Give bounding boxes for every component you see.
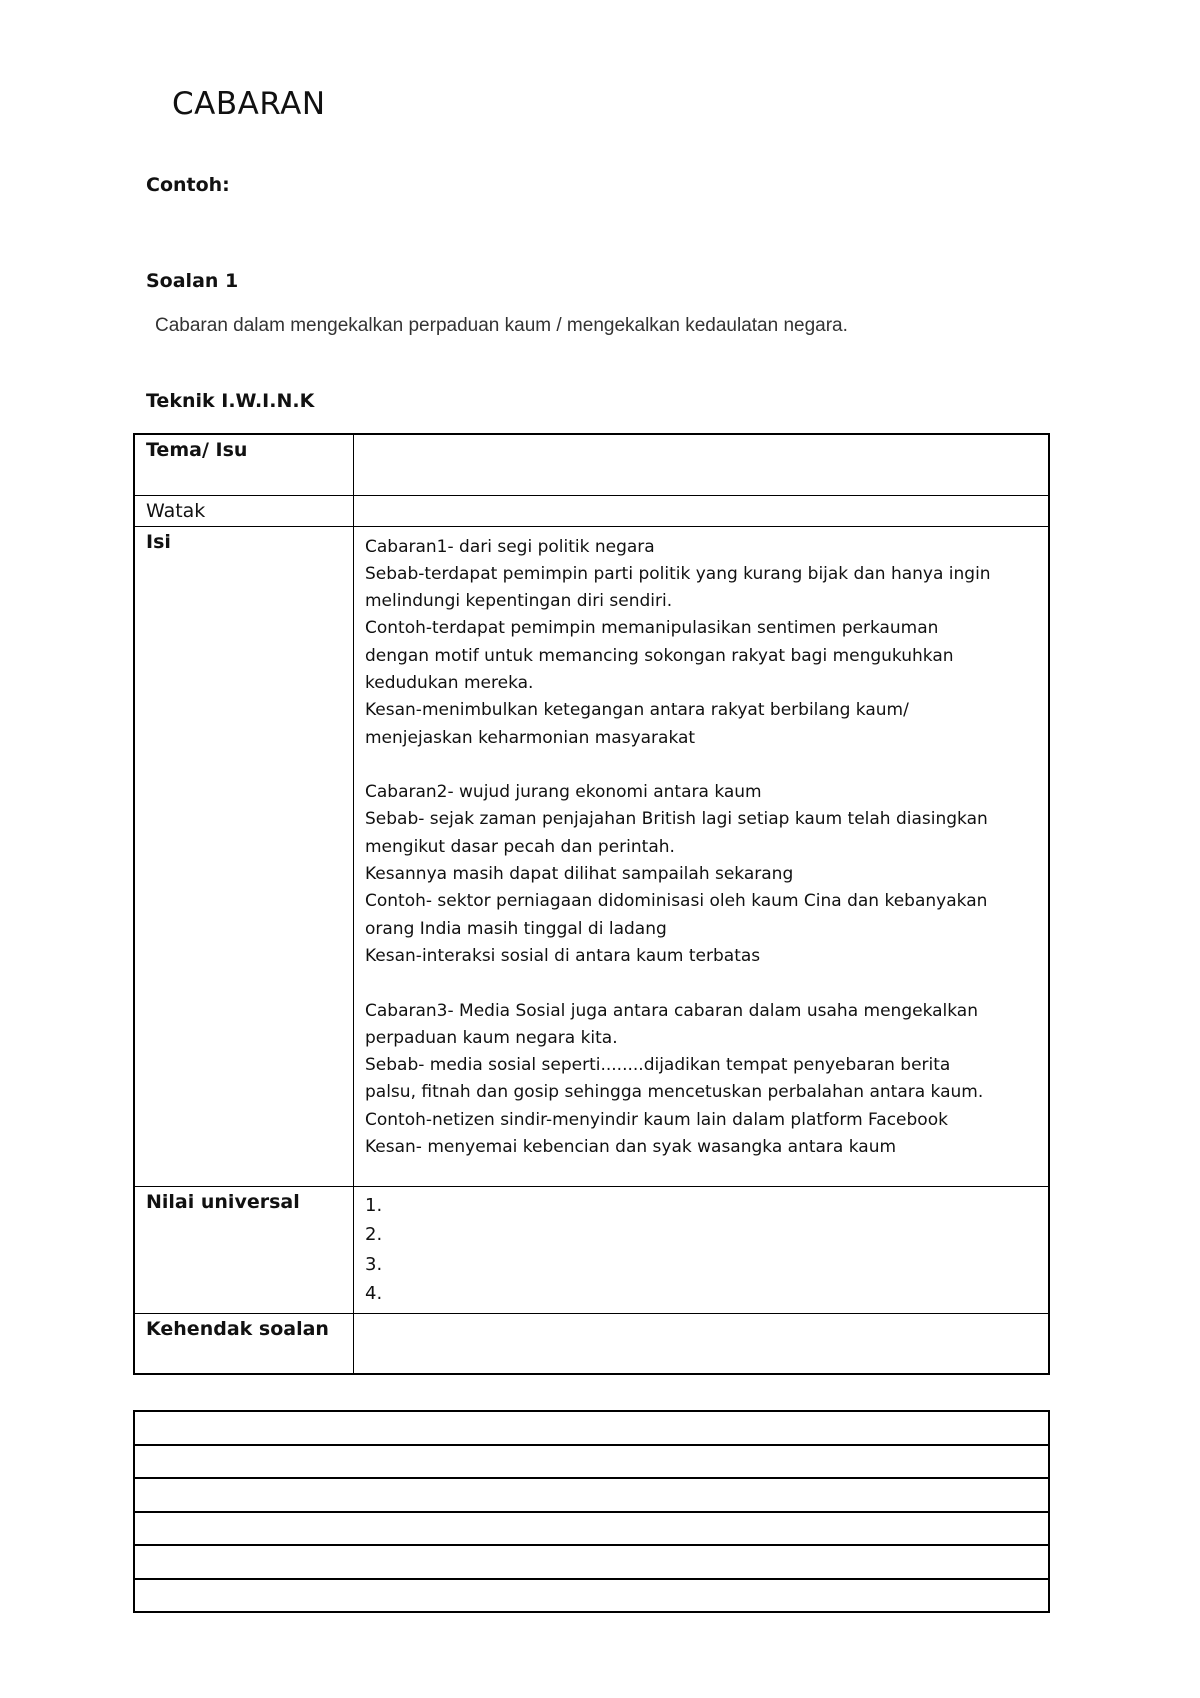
isi-line: Kesannya masih dapat dilihat sampailah sekarang [365,864,794,885]
question-text: Cabaran dalam mengekalkan perpaduan kaum / mengekalkan kedaulatan negara. [155,315,848,336]
teknik-label: Teknik I.W.I.N.K [146,390,315,412]
isi-line: perpaduan kaum negara kita. [365,1027,618,1048]
blank-row [134,1512,1049,1546]
tema-value-cell [354,434,1050,495]
isi-line: melindungi kepentingan diri sendiri. [365,591,673,612]
page-title: CABARAN [172,86,326,122]
row-kehendak [134,1313,1049,1374]
isi-spacer [365,970,1038,997]
nilai-label: Nilai universal [134,1186,354,1313]
soalan-label: Soalan 1 [146,270,239,292]
kehendak-label: Kehendak soalan [134,1313,354,1374]
blank-cell [134,1411,1049,1445]
blank-cell [134,1579,1049,1613]
isi-line: Contoh- sektor perniagaan didominisasi oleh kaum Cina dan kebanyakan [365,891,988,912]
isi-line: mengikut dasar pecah dan perintah. [365,836,675,857]
isi-line: Contoh-terdapat pemimpin memanipulasikan sentimen perkauman [365,618,939,639]
isi-line: Cabaran1- dari segi politik negara [365,536,655,557]
watak-value-cell [354,495,1050,526]
isi-label: Isi [134,526,354,1186]
iwink-table [133,433,1050,1375]
kehendak-value-cell [354,1313,1050,1374]
blank-cell [134,1478,1049,1512]
watak-label: Watak [134,495,354,526]
isi-line: orang India masih tinggal di ladang [365,918,667,939]
blank-row [134,1445,1049,1479]
isi-line: Sebab-terdapat pemimpin parti politik yang kurang bijak dan hanya ingin [365,563,991,584]
row-isi [134,526,1049,1186]
isi-line: kedudukan mereka. [365,672,534,693]
nilai-item: 2. [365,1224,383,1245]
blank-row [134,1545,1049,1579]
blank-cell [134,1445,1049,1479]
isi-line: Contoh-netizen sindir-menyindir kaum lain dalam platform Facebook [365,1109,948,1130]
isi-spacer [365,752,1038,779]
blank-row [134,1478,1049,1512]
isi-line: Sebab- sejak zaman penjajahan British lagi setiap kaum telah diasingkan [365,809,988,830]
row-watak [134,495,1049,526]
isi-line: Kesan- menyemai kebencian dan syak wasangka antara kaum [365,1137,897,1158]
row-tema [134,434,1049,495]
isi-line: Kesan-menimbulkan ketegangan antara rakyat berbilang kaum/ [365,700,909,721]
isi-line: menjejaskan keharmonian masyarakat [365,727,696,748]
isi-line: dengan motif untuk memancing sokongan rakyat bagi mengukuhkan [365,645,954,666]
blank-row [134,1411,1049,1445]
nilai-list [354,1186,1050,1313]
isi-content [354,526,1050,1186]
isi-line: Cabaran2- wujud jurang ekonomi antara kaum [365,782,762,803]
blank-answer-table [133,1410,1050,1613]
contoh-label: Contoh: [146,174,230,196]
isi-line: Cabaran3- Media Sosial juga antara cabaran dalam usaha mengekalkan [365,1000,978,1021]
blank-cell [134,1545,1049,1579]
row-nilai [134,1186,1049,1313]
tema-label: Tema/ Isu [134,434,354,495]
blank-row [134,1579,1049,1613]
nilai-item: 3. [365,1253,383,1275]
nilai-item: 1. [365,1194,383,1216]
isi-line: palsu, fitnah dan gosip sehingga mencetuskan perbalahan antara kaum. [365,1082,984,1103]
isi-line: Sebab- media sosial seperti........dijadikan tempat penyebaran berita [365,1055,951,1076]
blank-cell [134,1512,1049,1546]
nilai-item: 4. [365,1283,383,1304]
isi-line: Kesan-interaksi sosial di antara kaum terbatas [365,945,761,966]
